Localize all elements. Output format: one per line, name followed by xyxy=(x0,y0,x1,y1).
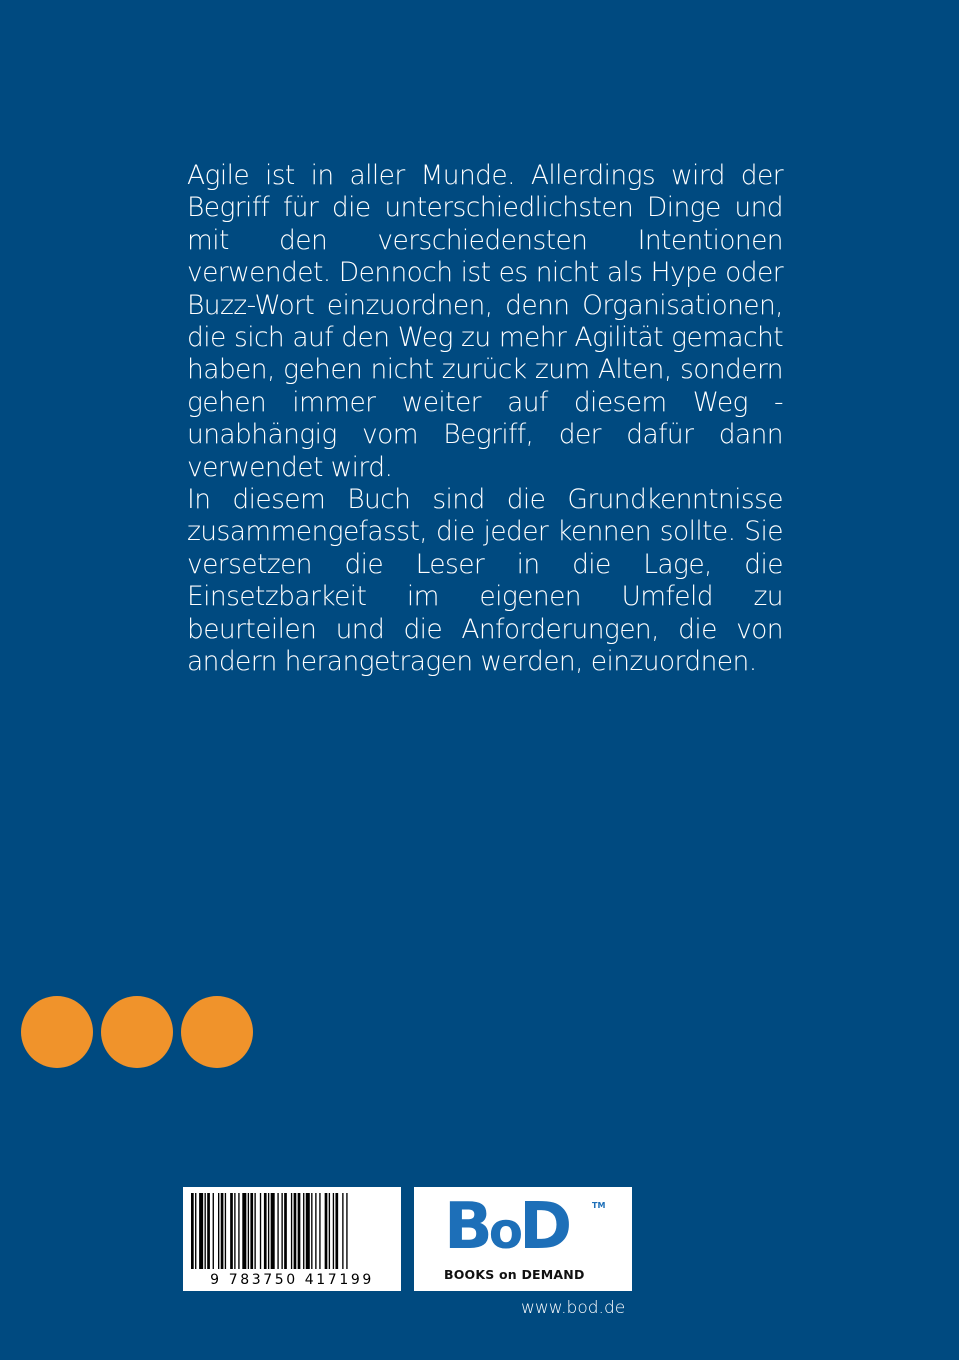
barcode-bar xyxy=(191,1193,194,1269)
barcode-bar xyxy=(281,1193,282,1269)
bod-logo-text: BoD xyxy=(444,1190,569,1264)
barcode-bar xyxy=(298,1193,301,1269)
blurb-paragraph-1: Agile ist in aller Munde. Allerdings wird der Begriff für die unterschiedlichsten Dinge und mit den verschiedensten Intentionen verwendet. Dennoch ist es nicht als Hype oder Buzz-Wort einzuordnen, denn Organisationen, die sich auf den Weg zu mehr Agilität gemacht haben, gehen nicht zurück zum Alten, sondern gehen immer weiter auf diesem Weg - unabhängig vom Begriff, der dafür dann verwendet wird. xyxy=(187,160,783,483)
barcode-bar xyxy=(260,1193,261,1269)
barcode-bar xyxy=(230,1193,233,1269)
barcode-bar xyxy=(315,1193,316,1269)
barcode-bar xyxy=(277,1193,278,1269)
barcode-bar xyxy=(254,1193,255,1269)
barcode-bar xyxy=(319,1193,320,1269)
barcode-bar xyxy=(207,1193,210,1269)
barcode-bar xyxy=(234,1193,235,1269)
barcode-bar xyxy=(333,1193,334,1269)
barcode-bar xyxy=(213,1193,214,1269)
barcode-bar xyxy=(238,1193,239,1269)
orange-dot-3 xyxy=(181,996,253,1068)
barcode-bar xyxy=(346,1193,347,1269)
trademark-mark: TM xyxy=(592,1201,606,1210)
barcode-bar xyxy=(294,1193,297,1269)
barcode-bar xyxy=(205,1193,206,1269)
barcode-bar xyxy=(218,1193,219,1269)
barcode-bar xyxy=(225,1193,226,1269)
barcode-bar xyxy=(248,1193,249,1269)
orange-dot-2 xyxy=(101,996,173,1068)
barcode-bar xyxy=(199,1193,203,1269)
barcode-bar xyxy=(311,1193,312,1269)
barcode-bar xyxy=(221,1193,224,1269)
barcode xyxy=(183,1187,401,1291)
publisher-url: www.bod.de xyxy=(521,1298,626,1318)
barcode-bar xyxy=(284,1193,287,1269)
barcode-bar xyxy=(335,1193,338,1269)
back-cover-blurb xyxy=(187,160,783,679)
barcode-bar xyxy=(264,1193,267,1269)
barcode-bar xyxy=(325,1193,328,1269)
barcode-bar xyxy=(242,1193,246,1269)
barcode-bar xyxy=(329,1193,330,1269)
barcode-bar xyxy=(271,1193,275,1269)
barcode-bar xyxy=(342,1193,343,1269)
publisher-logo xyxy=(414,1187,632,1291)
barcode-bars xyxy=(191,1193,393,1269)
orange-dot-1 xyxy=(21,996,93,1068)
orange-dots-decoration xyxy=(21,996,253,1068)
barcode-bar xyxy=(268,1193,269,1269)
publisher-tagline: BOOKS on DEMAND xyxy=(444,1267,585,1282)
barcode-bar xyxy=(291,1193,292,1269)
barcode-bar xyxy=(306,1193,310,1269)
isbn-number: 9 783750 417199 xyxy=(210,1272,374,1288)
blurb-paragraph-2: In diesem Buch sind die Grundkenntnisse zusammengefasst, die jeder kennen sollte. Sie versetzen die Leser in die Lage, die Einsetzbarkeit im eigenen Umfeld zu beurteilen und die Anforderungen, die von andern herangetragen werden, einzuordnen. xyxy=(187,484,783,678)
barcode-bar xyxy=(303,1193,304,1269)
barcode-bar xyxy=(195,1193,196,1269)
barcode-bar xyxy=(250,1193,253,1269)
